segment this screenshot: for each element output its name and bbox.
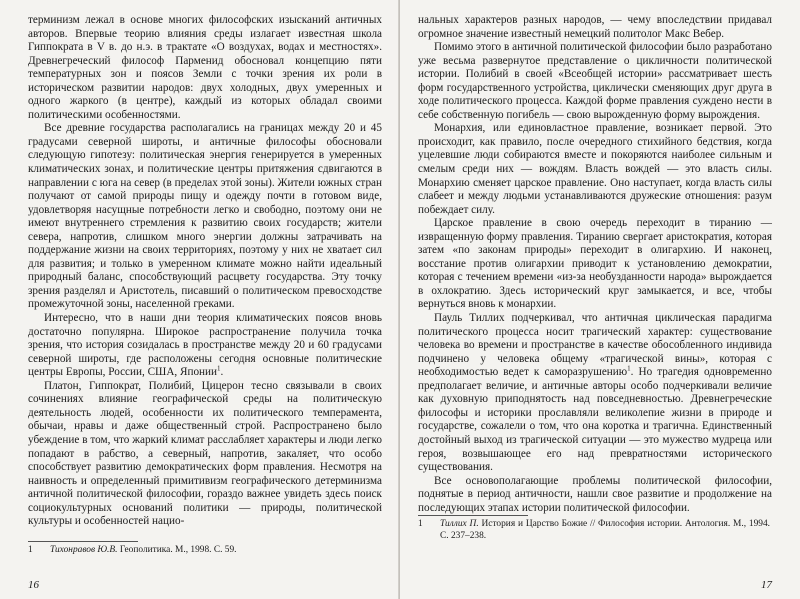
- footnote-author: Тихонравов Ю.В.: [50, 545, 118, 555]
- paragraph: [28, 312, 382, 380]
- paragraph: терминизм лежал в основе многих философских изысканий античных авторов. Впервые теорию влияния среды излагает известная школа Гиппократа в V в. до н.э. в трактате «О воздухах, водах и местностях». Древнегреческий философ Парменид обосновал концепцию пяти температурных зон и поясов Земли с точки зрения их роли в историческом развитии народов: двух холодных, двух умеренных и одного жаркого (в центре), каждый из которых обладал своими политическими особенностями.: [28, 14, 382, 121]
- footnote-block: [28, 534, 382, 557]
- footnote-ref: 1: [627, 364, 631, 373]
- paragraph: Платон, Гиппократ, Полибий, Цицерон тесно связывали в своих сочинениях влияние географической среды на политическую деятельность людей, особенности их политического темперамента, обычаи, нравы и даже общественный строй. Распространено было убеждение в том, что жаркий климат расслабляет характеры и люди легко попадают в рабство, а северный, напротив, закаляет, что особо способствует развитию демократических форм правления. Несмотря на наивность и определенный примитивизм географического детерминизма античной политической философии, гораздо важнее увидеть здесь поиск социокультурных оснований политики — природы, политической культуры и особенностей нацио-: [28, 379, 382, 528]
- footnote-text: История и Царство Божие // Философия истории. Антология. М., 1994. С. 237–238.: [440, 519, 770, 541]
- paragraph: Все древние государства располагались на границах между 20 и 45 градусами северной широты, и античные философы обосновали следующую гипотезу: политическая энергия генерируется в умеренных климатических зонах, и политические центры притяжения сдвигаются в направлении с юга на север (в пределах этой зоны). Жители южных стран получают от самой природы пищу и одежду почти в готовом виде, удовлетворяя насущные потребности легко и свободно, поэтому они не имеют внутреннего стремления к развитию своих государств; жители севера, напротив, слишком много энергии должны затрачивать на поддержание жизни на своих территориях, поэтому у них не хватает сил для развития; и только в умеренном климате можно найти идеальный природный баланс, способствующий расцвету государства. Эту точку зрения разделял и Аристотель, писавший о политическом превосходстве промежуточной зоны, населенной греками.: [28, 122, 382, 311]
- left-page-body: [28, 14, 382, 529]
- page-number: 16: [28, 579, 39, 591]
- footnote: [418, 519, 772, 542]
- paragraph: Помимо этого в античной политической философии было разработано уже весьма развернутое представление о цикличности политической истории. Полибий в своей «Всеобщей истории» рассматривает шесть форм государственного устройства, циклически сменяющих друг друга в ходе политического процесса. Каждой форме правления суждено нести в себе собственную погибель — свою вырожденную форму вырождения.: [418, 41, 772, 121]
- paragraph: [418, 312, 772, 475]
- footnote-number: 1: [418, 519, 423, 529]
- footnote: [28, 545, 382, 557]
- page-number: 17: [761, 579, 772, 591]
- right-page-body: [418, 14, 772, 515]
- footnote-block: [418, 508, 772, 542]
- paragraph: Все основополагающие проблемы политической философии, поднятые в период античности, нашли свое развитие и продолжение на последующих этапах истории политической философии.: [418, 474, 772, 514]
- footnote-number: 1: [28, 545, 33, 555]
- footnote-author: Тиллих П.: [440, 519, 479, 529]
- footnote-ref: 1: [217, 364, 221, 373]
- paragraph: нальных характеров разных народов, — чему впоследствии придавал огромное значение известный немецкий политолог Макс Вебер.: [418, 14, 772, 40]
- paragraph-text: Интересно, что в наши дни теория климатических поясов вновь достаточно популярна. Широкое распространение получила точка зрения, что история созидалась в пространстве между 20 и 60 градусами северной широты, где расположены сегодня основные политические центры Европы, России, США, Японии: [28, 312, 382, 379]
- footnote-divider: [418, 515, 528, 516]
- paragraph: Царское правление в свою очередь переходит в тиранию — извращенную форму правления. Тиранию свергает аристократия, которая затем «по законам природы» переходит в олигархию. И наконец, восстание против олигархии приводит к установлению демократии, которая с течением времени «из-за необузданности народа» вырождается в охлократию. Здесь исторический круг замыкается, и все, чтобы вернуться вновь к монархии.: [418, 217, 772, 311]
- right-page: [400, 0, 800, 599]
- paragraph-text: Пауль Тиллих подчеркивал, что античная циклическая парадигма политического процесса носит трагический характер: существование человека во времени и пространстве в качестве обособленного индивида подчинено у человека общему «трагической вины», которая с необходимостью ведет к саморазрушению: [418, 312, 772, 379]
- paragraph: Монархия, или единовластное правление, возникает первой. Это происходит, как правило, после очередного стихийного бедствия, когда уцелевшие люди собираются вместе и покоряются наиболее сильным и смелым среди них — вождям. Власть вождей — это власть силы. Монархию сменяет царское правление. Оно наступает, когда власть силы слабеет и между людьми устанавливаются дружеские отношения: разум побеждает силу.: [418, 122, 772, 216]
- footnote-text: Геополитика. М., 1998. С. 59.: [119, 545, 237, 555]
- paragraph-tail: . Но трагедия одновременно предполагает величие, и античные авторы особо подчеркивали величие как духовную приподнятость над повседневностью. Древнегреческие философы и историки прославляли великолепие жизни в природе и государстве, сожалели о том, что она коротка и трагична. Единственный достойный выход из трагической ситуации — это мужество мудреца или героя, возвышающее его над превратностями исторического существования.: [418, 366, 772, 474]
- footnote-divider: [28, 541, 138, 542]
- paragraph-tail: .: [220, 366, 224, 379]
